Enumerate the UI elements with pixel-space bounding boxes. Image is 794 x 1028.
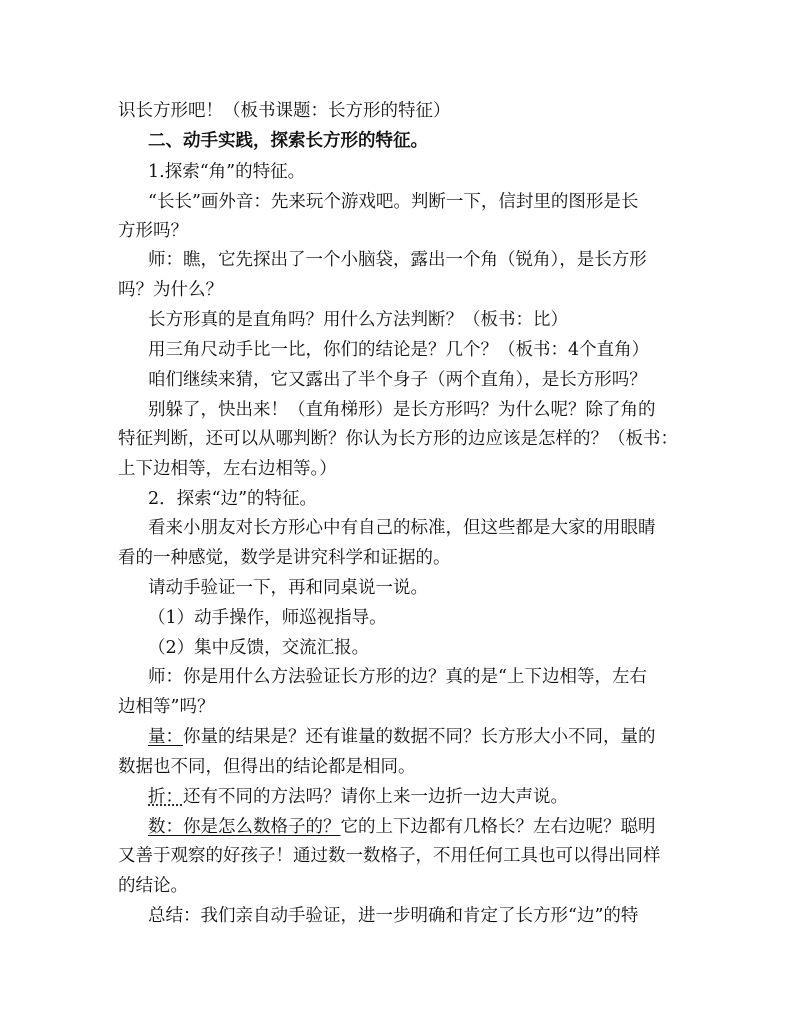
method-label: 数：你是怎么数格子的？ bbox=[148, 817, 341, 837]
text-line: 别躲了，快出来！（直角梯形）是长方形吗？为什么呢？除了角的 bbox=[148, 400, 656, 420]
text-line: 看的一种感觉，数学是讲究科学和证据的。 bbox=[118, 548, 451, 568]
text-line: 量：你量的结果是？还有谁量的数据不同？长方形大小不同，量的 bbox=[148, 727, 656, 747]
text-line: 吗？为什么？ bbox=[118, 280, 223, 300]
text-line: 看来小朋友对长方形心中有自己的标准，但这些都是大家的用眼睛 bbox=[148, 518, 656, 538]
list-item: （2）集中反馈，交流汇报。 bbox=[148, 638, 370, 658]
method-label: 折： bbox=[148, 787, 183, 807]
text-line: 总结：我们亲自动手验证，进一步明确和肯定了长方形“边”的特 bbox=[148, 906, 639, 926]
text-line: 边相等”吗？ bbox=[118, 697, 215, 717]
text-line: 数：你是怎么数格子的？它的上下边都有几格长？左右边呢？聪明 bbox=[148, 817, 656, 837]
text-line: 长方形真的是直角吗？用什么方法判断？（板书：比） bbox=[148, 310, 568, 330]
method-label: 量： bbox=[148, 727, 183, 747]
text-line: 师：瞧，它先探出了一个小脑袋，露出一个角（锐角），是长方形 bbox=[148, 250, 647, 270]
list-item: （1）动手操作，师巡视指导。 bbox=[148, 608, 387, 628]
text-line: 又善于观察的好孩子！通过数一数格子，不用任何工具也可以得出同样 bbox=[118, 846, 661, 866]
text-line: 师：你是用什么方法验证长方形的边？真的是“上下边相等，左右 bbox=[148, 667, 647, 687]
subsection-heading: 1.探索“角”的特征。 bbox=[148, 162, 306, 182]
text-line: 方形吗？ bbox=[118, 221, 188, 241]
text-line: 特征判断，还可以从哪判断？你认为长方形的边应该是怎样的？（板书： bbox=[118, 429, 678, 449]
text-line: 上下边相等，左右边相等。） bbox=[118, 459, 337, 479]
text-line: 用三角尺动手比一比，你们的结论是？几个？（板书：4个直角） bbox=[148, 340, 650, 360]
text-line: 识长方形吧！（板书课题：长方形的特征） bbox=[118, 101, 451, 121]
text-line: 折：还有不同的方法吗？请你上来一边折一边大声说。 bbox=[148, 787, 568, 807]
text-line: 的结论。 bbox=[118, 876, 188, 896]
text-line: 咱们继续来猜，它又露出了半个身子（两个直角），是长方形吗？ bbox=[148, 370, 647, 390]
text-line: 数据也不同，但得出的结论都是相同。 bbox=[118, 757, 416, 777]
text-line: 请动手验证一下，再和同桌说一说。 bbox=[148, 578, 428, 598]
section-heading: 二、动手实践，探索长方形的特征。 bbox=[148, 131, 428, 151]
subsection-heading: 2．探索“边”的特征。 bbox=[148, 489, 318, 509]
text-line: “长长”画外音：先来玩个游戏吧。判断一下，信封里的图形是长 bbox=[148, 192, 639, 212]
